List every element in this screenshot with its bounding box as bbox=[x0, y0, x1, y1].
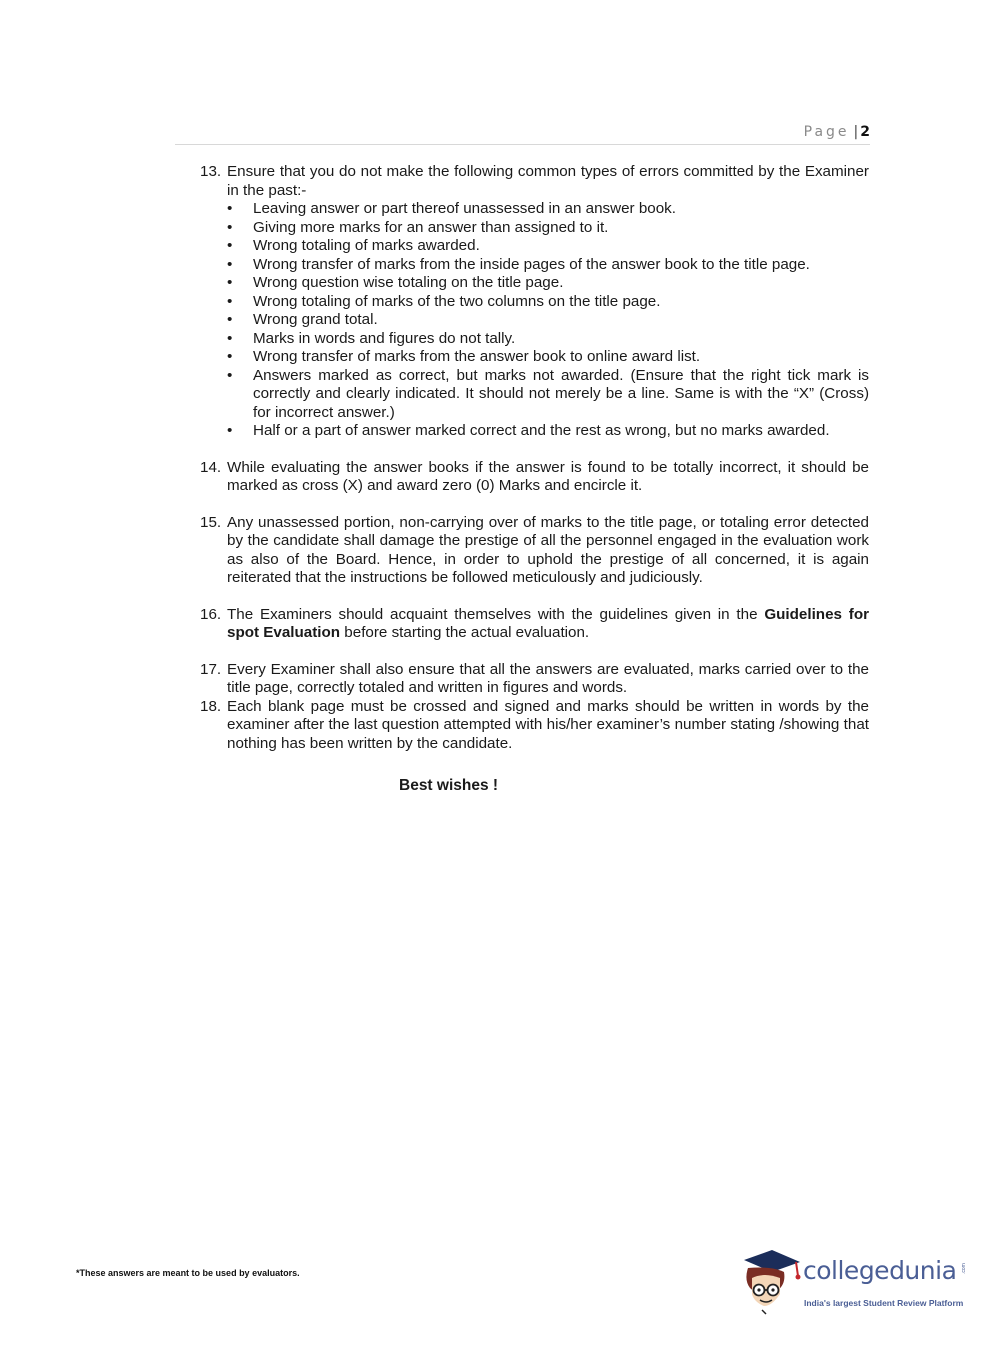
text-part: The Examiners should acquaint themselves with the guidelines given in the bbox=[227, 605, 765, 623]
item-text: While evaluating the answer books if the answer is found to be totally incorrect, it should be marked as cross (X) and award zero (0) Marks and encircle it. bbox=[227, 458, 869, 494]
page-number: 2 bbox=[860, 124, 870, 140]
item-text: Ensure that you do not make the following common types of errors committed by the Examiner in the past:- bbox=[227, 163, 869, 199]
instruction-13 bbox=[200, 163, 869, 441]
guidelines-title: Guidelines for spot Evaluation bbox=[227, 605, 870, 641]
list-item: • Giving more marks for an answer than assigned to it. bbox=[227, 219, 869, 238]
item-text: Each blank page must be crossed and signed and marks should be written in words by the examiner after the last question attempted with his/her examiner’s number stating /showing that nothing has been written by the candidate. bbox=[227, 697, 869, 752]
graduate-mascot-icon bbox=[742, 1250, 804, 1320]
instruction-14 bbox=[200, 459, 869, 496]
list-item: • Wrong transfer of marks from the inside pages of the answer book to the title page. bbox=[227, 256, 869, 275]
brand-name: collegedunia bbox=[803, 1256, 957, 1285]
instruction-16 bbox=[200, 606, 869, 643]
item-text: Every Examiner shall also ensure that all the answers are evaluated, marks carried over to the title page, correctly totaled and written in figures and words. bbox=[227, 660, 869, 696]
page-header bbox=[175, 124, 870, 145]
list-item: • Leaving answer or part thereof unassessed in an answer book. bbox=[227, 200, 869, 219]
item-number: 15. bbox=[200, 513, 222, 531]
item-text bbox=[227, 606, 869, 643]
list-item: • Answers marked as correct, but marks not awarded. (Ensure that the right tick mark is correctly and clearly indicated. It should not merely be a line. Same is with the “X” (Cross) for incorrect answer.) bbox=[227, 367, 869, 423]
instructions-list bbox=[200, 163, 869, 753]
text-part: before starting the actual evaluation. bbox=[340, 624, 590, 641]
item-number: 17. bbox=[200, 660, 222, 678]
item-number: 13. bbox=[200, 163, 222, 180]
list-item: • Wrong totaling of marks of the two columns on the title page. bbox=[227, 293, 869, 312]
instruction-18 bbox=[200, 698, 869, 754]
page-label: Page bbox=[803, 124, 850, 140]
brand-suffix: .com bbox=[961, 1263, 967, 1274]
list-item: • Wrong question wise totaling on the title page. bbox=[227, 274, 869, 293]
instruction-17 bbox=[200, 661, 869, 698]
footnote: *These answers are meant to be used by evaluators. bbox=[76, 1268, 300, 1278]
list-item: • Wrong totaling of marks awarded. bbox=[227, 237, 869, 256]
item-number: 16. bbox=[200, 605, 222, 623]
collegedunia-logo bbox=[742, 1250, 972, 1320]
item-text: Any unassessed portion, non-carrying over of marks to the title page, or totaling error detected by the candidate shall damage the prestige of all the personnel engaged in the evaluation work as also of the Board. Hence, in order to uphold the prestige of all concerned, it is again reiterated that the instructions be followed meticulously and judiciously. bbox=[227, 513, 869, 586]
item-number: 14. bbox=[200, 458, 222, 476]
list-item: • Wrong grand total. bbox=[227, 311, 869, 330]
list-item: • Marks in words and figures do not tally. bbox=[227, 330, 869, 349]
item-number: 18. bbox=[200, 697, 222, 715]
closing-text: Best wishes ! bbox=[399, 777, 499, 794]
list-item: • Half or a part of answer marked correct and the rest as wrong, but no marks awarded. bbox=[227, 422, 869, 441]
page-separator: | bbox=[853, 124, 859, 140]
list-item: • Wrong transfer of marks from the answer book to online award list. bbox=[227, 348, 869, 367]
instruction-15 bbox=[200, 514, 869, 588]
brand-tagline: India's largest Student Review Platform bbox=[804, 1298, 964, 1308]
error-list bbox=[227, 200, 869, 441]
